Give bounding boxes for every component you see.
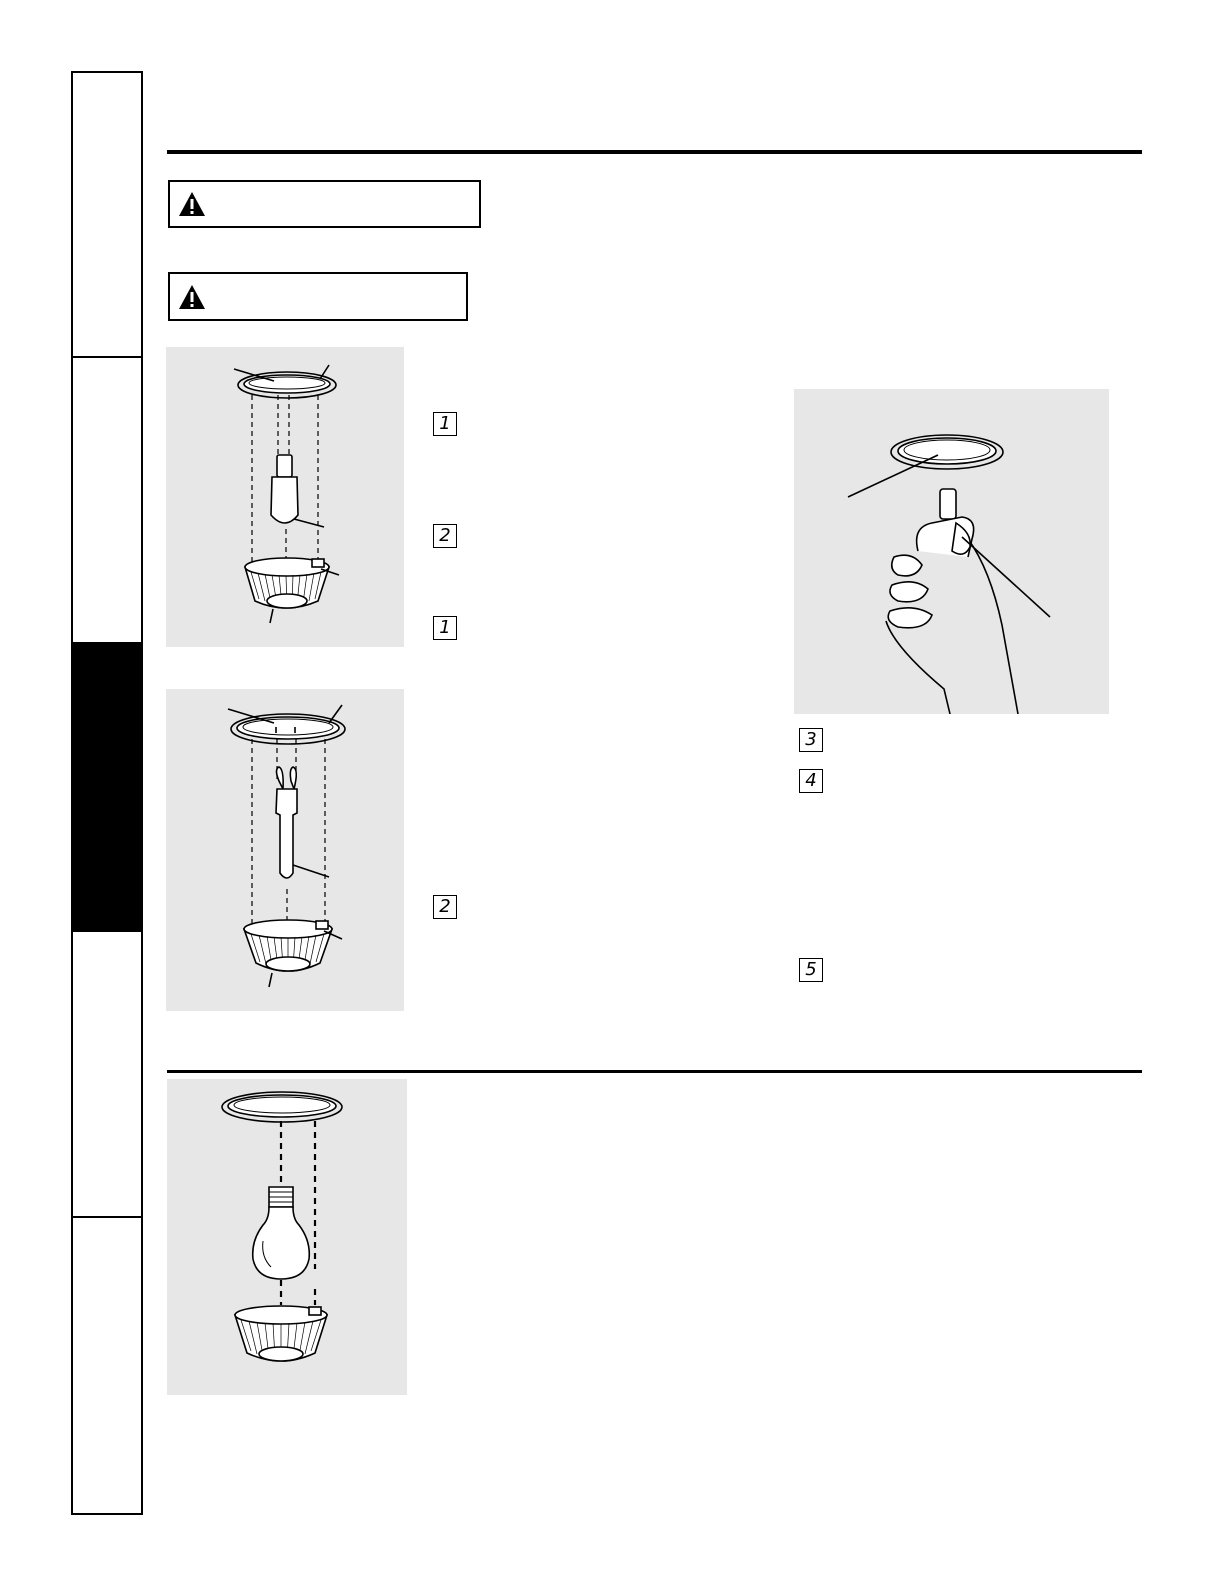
warning-triangle-icon xyxy=(178,284,206,310)
halogen-bulb-exploded-view-1 xyxy=(166,347,404,647)
step-number-box: 1 xyxy=(433,616,457,640)
side-tab-4[interactable] xyxy=(73,932,141,1218)
step-number-box: 5 xyxy=(799,958,823,982)
incandescent-bulb-exploded-view xyxy=(167,1079,407,1395)
step-number-box: 1 xyxy=(433,412,457,436)
warning-triangle-icon xyxy=(178,191,206,217)
step-number-box: 3 xyxy=(799,728,823,752)
light-bulb-icon xyxy=(167,1079,407,1395)
section-rule-bottom xyxy=(167,1070,1142,1073)
hand-holding-bulb-illustration xyxy=(794,389,1109,714)
step-number-box: 2 xyxy=(433,895,457,919)
halogen-bulb-icon xyxy=(166,689,404,1011)
step-number-box: 2 xyxy=(433,524,457,548)
side-tab-3-active[interactable] xyxy=(73,644,141,932)
halogen-bulb-icon xyxy=(166,347,404,647)
side-tab-2[interactable] xyxy=(73,358,141,644)
warning-box-1 xyxy=(168,180,481,228)
warning-box-2 xyxy=(168,272,468,321)
section-rule-top xyxy=(167,150,1142,154)
side-tab-strip xyxy=(71,71,143,1515)
hand-icon xyxy=(794,389,1109,714)
side-tab-1[interactable] xyxy=(73,73,141,358)
step-number-box: 4 xyxy=(799,769,823,793)
halogen-bulb-exploded-view-2 xyxy=(166,689,404,1011)
side-tab-5[interactable] xyxy=(73,1218,141,1515)
